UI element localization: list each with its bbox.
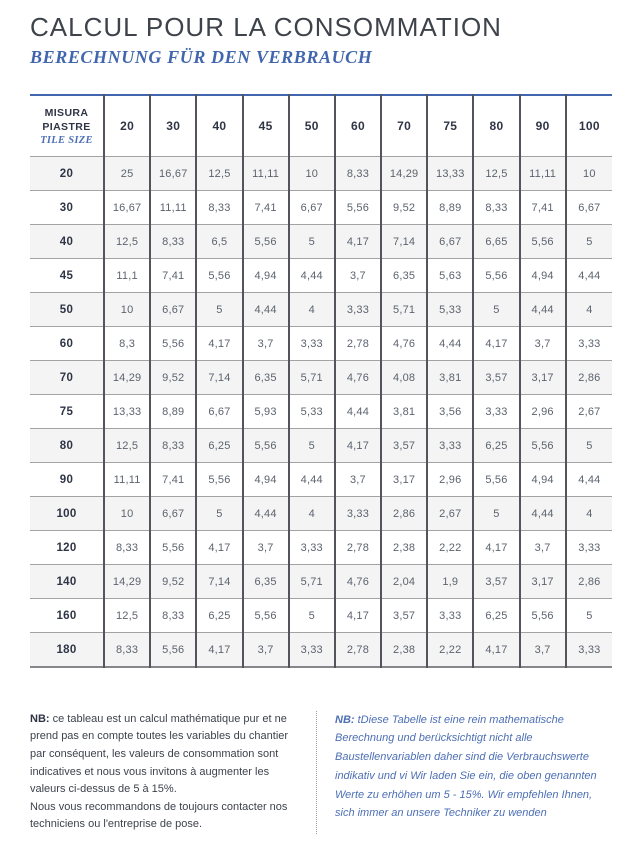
page-subtitle: BERECHNUNG FÜR DEN VERBRAUCH [30, 47, 373, 68]
table-row [30, 531, 612, 565]
consumption-value-cell: 4,17 [335, 599, 381, 633]
consumption-value-cell: 3,7 [243, 327, 289, 361]
table-row [30, 293, 612, 327]
consumption-value-cell: 10 [566, 157, 612, 191]
table-row [30, 463, 612, 497]
consumption-value-cell: 4 [566, 497, 612, 531]
consumption-value-cell: 3,33 [566, 531, 612, 565]
consumption-value-cell: 4,94 [243, 463, 289, 497]
consumption-value-cell: 8,33 [104, 531, 150, 565]
note-french-paragraph-1 [30, 711, 302, 799]
consumption-value-cell: 8,33 [150, 429, 196, 463]
consumption-value-cell: 4,44 [243, 497, 289, 531]
consumption-value-cell: 3,33 [566, 633, 612, 667]
note-french [30, 711, 308, 834]
consumption-value-cell: 9,52 [150, 565, 196, 599]
note-german-paragraph [335, 711, 612, 823]
consumption-value-cell: 4,17 [196, 633, 242, 667]
consumption-value-cell: 3,7 [243, 531, 289, 565]
consumption-value-cell: 7,14 [381, 225, 427, 259]
consumption-value-cell: 4,44 [289, 259, 335, 293]
consumption-value-cell: 3,7 [335, 463, 381, 497]
consumption-value-cell: 6,65 [473, 225, 519, 259]
table-row [30, 191, 612, 225]
consumption-value-cell: 25 [104, 157, 150, 191]
column-header: 30 [150, 95, 196, 157]
column-header: 20 [104, 95, 150, 157]
consumption-value-cell: 2,86 [566, 565, 612, 599]
consumption-value-cell: 8,33 [104, 633, 150, 667]
consumption-value-cell: 5 [289, 429, 335, 463]
consumption-value-cell: 3,33 [335, 293, 381, 327]
note-french-paragraph-2: Nous vous recommandons de toujours contacter nos techniciens ou l'entreprise de pose. [30, 800, 288, 831]
consumption-value-cell: 4,44 [335, 395, 381, 429]
consumption-value-cell: 8,33 [473, 191, 519, 225]
consumption-value-cell: 4 [566, 293, 612, 327]
table-row [30, 497, 612, 531]
consumption-value-cell: 13,33 [104, 395, 150, 429]
consumption-value-cell: 7,14 [196, 565, 242, 599]
row-header: 160 [30, 599, 104, 633]
consumption-value-cell: 14,29 [381, 157, 427, 191]
consumption-value-cell: 5,56 [150, 531, 196, 565]
table-corner-cell [30, 95, 104, 157]
consumption-value-cell: 9,52 [150, 361, 196, 395]
consumption-value-cell: 4,17 [196, 327, 242, 361]
consumption-value-cell: 6,67 [289, 191, 335, 225]
consumption-value-cell: 4,44 [520, 293, 566, 327]
consumption-value-cell: 3,17 [520, 361, 566, 395]
row-header: 20 [30, 157, 104, 191]
consumption-value-cell: 3,7 [520, 633, 566, 667]
consumption-value-cell: 4,17 [473, 327, 519, 361]
column-header: 50 [289, 95, 335, 157]
consumption-value-cell: 4 [289, 293, 335, 327]
consumption-value-cell: 2,86 [381, 497, 427, 531]
consumption-value-cell: 12,5 [104, 599, 150, 633]
consumption-value-cell: 8,33 [150, 225, 196, 259]
table-row [30, 327, 612, 361]
note-german-text: tDiese Tabelle ist eine rein mathematische Berechnung und berücksichtigt nicht alle Baustellenvariablen daher sind die Verbrauchswerte indikativ und vi Wir laden Sie ein, die oben genannten Werte zu erhöhen um 5 - 15%. Wir empfehlen Ihnen, sich immer an unsere Techniker zu wenden [335, 713, 597, 820]
consumption-value-cell: 2,22 [427, 633, 473, 667]
consumption-value-cell: 4,17 [473, 633, 519, 667]
consumption-value-cell: 11,1 [104, 259, 150, 293]
note-german-prefix: NB: [335, 713, 355, 726]
consumption-value-cell: 2,78 [335, 327, 381, 361]
consumption-value-cell: 4,17 [335, 429, 381, 463]
consumption-value-cell: 7,14 [196, 361, 242, 395]
table-row [30, 157, 612, 191]
consumption-value-cell: 3,33 [335, 497, 381, 531]
consumption-value-cell: 3,7 [520, 531, 566, 565]
consumption-value-cell: 5,56 [243, 429, 289, 463]
consumption-value-cell: 7,41 [150, 463, 196, 497]
table-row [30, 259, 612, 293]
table-row [30, 633, 612, 667]
consumption-value-cell: 12,5 [104, 225, 150, 259]
consumption-value-cell: 10 [104, 293, 150, 327]
consumption-value-cell: 6,67 [150, 497, 196, 531]
row-header: 90 [30, 463, 104, 497]
row-header: 180 [30, 633, 104, 667]
consumption-value-cell: 8,33 [150, 599, 196, 633]
consumption-value-cell: 3,17 [381, 463, 427, 497]
consumption-value-cell: 5,33 [427, 293, 473, 327]
consumption-value-cell: 5,93 [243, 395, 289, 429]
consumption-value-cell: 12,5 [473, 157, 519, 191]
consumption-value-cell: 3,17 [520, 565, 566, 599]
consumption-value-cell: 6,35 [381, 259, 427, 293]
consumption-value-cell: 4,94 [520, 259, 566, 293]
consumption-value-cell: 3,57 [381, 599, 427, 633]
consumption-value-cell: 2,67 [566, 395, 612, 429]
consumption-value-cell: 4,44 [566, 463, 612, 497]
consumption-value-cell: 6,5 [196, 225, 242, 259]
consumption-value-cell: 2,96 [520, 395, 566, 429]
consumption-value-cell: 2,04 [381, 565, 427, 599]
column-header: 40 [196, 95, 242, 157]
consumption-value-cell: 6,67 [150, 293, 196, 327]
row-header: 120 [30, 531, 104, 565]
consumption-value-cell: 9,52 [381, 191, 427, 225]
consumption-value-cell: 4,76 [335, 565, 381, 599]
consumption-value-cell: 4,44 [566, 259, 612, 293]
consumption-value-cell: 5,56 [473, 463, 519, 497]
consumption-value-cell: 2,67 [427, 497, 473, 531]
row-header: 60 [30, 327, 104, 361]
consumption-value-cell: 11,11 [150, 191, 196, 225]
row-header: 70 [30, 361, 104, 395]
consumption-value-cell: 7,41 [520, 191, 566, 225]
consumption-value-cell: 3,33 [289, 633, 335, 667]
column-header: 45 [243, 95, 289, 157]
consumption-value-cell: 5,56 [150, 327, 196, 361]
consumption-value-cell: 8,33 [196, 191, 242, 225]
consumption-value-cell: 5,56 [150, 633, 196, 667]
column-header: 80 [473, 95, 519, 157]
consumption-value-cell: 2,96 [427, 463, 473, 497]
consumption-value-cell: 4,17 [473, 531, 519, 565]
notes-section [30, 711, 612, 834]
consumption-value-cell: 4,76 [381, 327, 427, 361]
consumption-value-cell: 5,56 [335, 191, 381, 225]
consumption-value-cell: 3,33 [289, 531, 335, 565]
consumption-value-cell: 1,9 [427, 565, 473, 599]
consumption-table [30, 94, 612, 668]
row-header: 40 [30, 225, 104, 259]
column-header: 60 [335, 95, 381, 157]
consumption-value-cell: 10 [104, 497, 150, 531]
consumption-value-cell: 3,7 [243, 633, 289, 667]
consumption-value-cell: 4,44 [243, 293, 289, 327]
consumption-value-cell: 5,56 [196, 259, 242, 293]
note-french-text: ce tableau est un calcul mathématique pur et ne prend pas en compte toutes les variables du chantier par conséquent, les valeurs de consommation sont indicatives et nous vous invitons à augmenter les valeurs ci-dessus de 5 à 15%. [30, 712, 289, 796]
consumption-value-cell: 6,67 [566, 191, 612, 225]
consumption-value-cell: 3,33 [473, 395, 519, 429]
consumption-value-cell: 3,57 [381, 429, 427, 463]
consumption-value-cell: 5 [196, 293, 242, 327]
consumption-value-cell: 11,11 [520, 157, 566, 191]
consumption-value-cell: 2,86 [566, 361, 612, 395]
consumption-value-cell: 14,29 [104, 565, 150, 599]
page-title: CALCUL POUR LA CONSOMMATION [30, 12, 502, 42]
consumption-value-cell: 5,56 [520, 429, 566, 463]
row-header: 100 [30, 497, 104, 531]
row-header: 45 [30, 259, 104, 293]
consumption-value-cell: 5,56 [243, 599, 289, 633]
consumption-value-cell: 2,78 [335, 531, 381, 565]
consumption-value-cell: 6,35 [243, 565, 289, 599]
consumption-value-cell: 5 [566, 225, 612, 259]
consumption-value-cell: 11,11 [243, 157, 289, 191]
consumption-value-cell: 2,22 [427, 531, 473, 565]
column-header: 75 [427, 95, 473, 157]
corner-label: MISURA PIASTRE [42, 106, 91, 134]
consumption-value-cell: 5 [473, 497, 519, 531]
row-header: 75 [30, 395, 104, 429]
row-header: 30 [30, 191, 104, 225]
column-header: 100 [566, 95, 612, 157]
consumption-value-cell: 5,56 [196, 463, 242, 497]
consumption-value-cell: 4,17 [335, 225, 381, 259]
consumption-value-cell: 6,35 [243, 361, 289, 395]
consumption-value-cell: 5,56 [520, 225, 566, 259]
consumption-value-cell: 10 [289, 157, 335, 191]
consumption-value-cell: 5 [473, 293, 519, 327]
consumption-value-cell: 8,3 [104, 327, 150, 361]
consumption-value-cell: 4,94 [243, 259, 289, 293]
consumption-value-cell: 8,33 [335, 157, 381, 191]
consumption-value-cell: 5,56 [520, 599, 566, 633]
table-row [30, 429, 612, 463]
table-row [30, 565, 612, 599]
consumption-value-cell: 5,63 [427, 259, 473, 293]
consumption-value-cell: 4,94 [520, 463, 566, 497]
consumption-value-cell: 4,17 [196, 531, 242, 565]
consumption-value-cell: 3,81 [381, 395, 427, 429]
row-header: 80 [30, 429, 104, 463]
consumption-value-cell: 5 [566, 599, 612, 633]
consumption-value-cell: 3,56 [427, 395, 473, 429]
consumption-value-cell: 3,7 [520, 327, 566, 361]
consumption-value-cell: 12,5 [104, 429, 150, 463]
table-row [30, 395, 612, 429]
column-header: 90 [520, 95, 566, 157]
consumption-value-cell: 7,41 [243, 191, 289, 225]
consumption-value-cell: 6,25 [473, 429, 519, 463]
table-body [30, 157, 612, 667]
consumption-value-cell: 3,57 [473, 361, 519, 395]
consumption-value-cell: 3,33 [427, 429, 473, 463]
consumption-value-cell: 3,33 [289, 327, 335, 361]
consumption-value-cell: 6,67 [196, 395, 242, 429]
note-german [316, 711, 612, 834]
consumption-value-cell: 6,25 [196, 429, 242, 463]
consumption-value-cell: 4,44 [427, 327, 473, 361]
consumption-value-cell: 6,67 [427, 225, 473, 259]
corner-sublabel: TILE SIZE [40, 135, 93, 147]
consumption-value-cell: 5,56 [473, 259, 519, 293]
consumption-value-cell: 12,5 [196, 157, 242, 191]
consumption-value-cell: 8,89 [427, 191, 473, 225]
consumption-value-cell: 2,78 [335, 633, 381, 667]
consumption-value-cell: 6,25 [196, 599, 242, 633]
consumption-value-cell: 5 [289, 599, 335, 633]
consumption-value-cell: 16,67 [150, 157, 196, 191]
row-header: 140 [30, 565, 104, 599]
consumption-value-cell: 3,81 [427, 361, 473, 395]
consumption-value-cell: 11,11 [104, 463, 150, 497]
row-header: 50 [30, 293, 104, 327]
consumption-value-cell: 4,44 [520, 497, 566, 531]
consumption-value-cell: 4,08 [381, 361, 427, 395]
consumption-value-cell: 5,71 [381, 293, 427, 327]
table-row [30, 225, 612, 259]
consumption-value-cell: 4 [289, 497, 335, 531]
consumption-value-cell: 5,71 [289, 565, 335, 599]
consumption-value-cell: 5,71 [289, 361, 335, 395]
consumption-value-cell: 5,56 [243, 225, 289, 259]
consumption-value-cell: 5 [289, 225, 335, 259]
consumption-value-cell: 5 [566, 429, 612, 463]
consumption-value-cell: 4,76 [335, 361, 381, 395]
consumption-value-cell: 2,38 [381, 531, 427, 565]
consumption-value-cell: 13,33 [427, 157, 473, 191]
consumption-value-cell: 3,33 [566, 327, 612, 361]
consumption-value-cell: 3,7 [335, 259, 381, 293]
consumption-value-cell: 3,33 [427, 599, 473, 633]
consumption-value-cell: 14,29 [104, 361, 150, 395]
consumption-value-cell: 4,44 [289, 463, 335, 497]
note-french-prefix: NB: [30, 712, 50, 725]
table-header-row [30, 95, 612, 157]
consumption-value-cell: 7,41 [150, 259, 196, 293]
consumption-value-cell: 5 [196, 497, 242, 531]
table-row [30, 599, 612, 633]
table-row [30, 361, 612, 395]
consumption-value-cell: 2,38 [381, 633, 427, 667]
column-header: 70 [381, 95, 427, 157]
consumption-value-cell: 5,33 [289, 395, 335, 429]
consumption-value-cell: 8,89 [150, 395, 196, 429]
consumption-value-cell: 3,57 [473, 565, 519, 599]
consumption-value-cell: 6,25 [473, 599, 519, 633]
consumption-value-cell: 16,67 [104, 191, 150, 225]
